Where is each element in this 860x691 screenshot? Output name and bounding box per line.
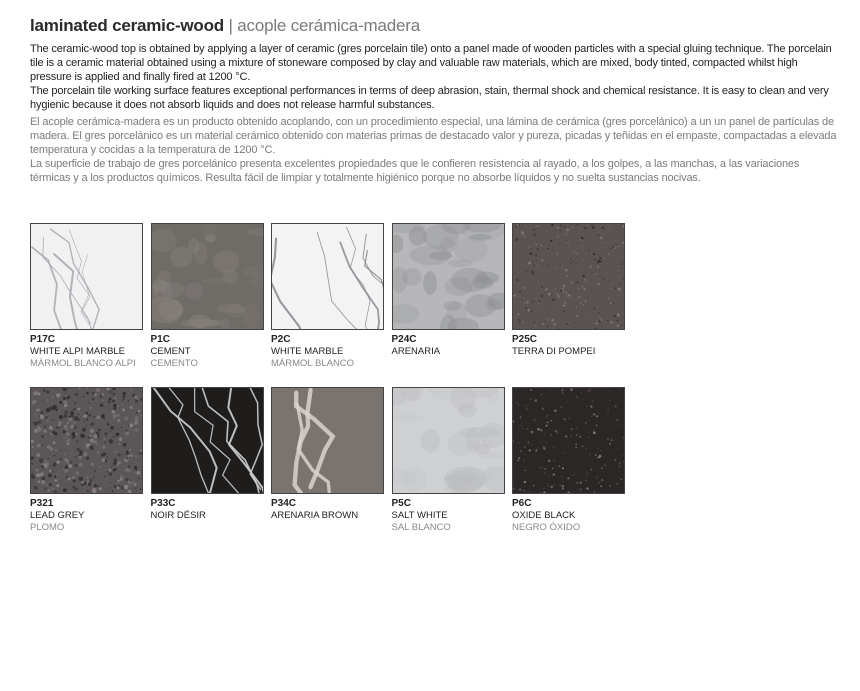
swatch-sample [151,223,264,330]
swatch-card [151,223,264,369]
swatch-card [271,387,384,533]
swatch-sample [271,387,384,494]
page-title [30,16,420,36]
swatch-name-english: SALT WHITE [391,510,448,521]
swatch-texture [272,388,383,493]
swatch-name-english: LEAD GREY [30,510,85,521]
swatch-name-spanish: PLOMO [30,522,65,533]
swatch-code: P24C [391,334,417,345]
description-paragraph: La superficie de trabajo de gres porcelánico presenta excelentes propiedades que le confieren resistencia al rayado, a los golpes, a las manchas, a las variaciones térmicas y a los productos químicos. Resulta fácil de limpiar y totalmente higiénico porque no absorbe líquidos y no suelta sustancias nocivas. [30,158,800,184]
swatch-texture [31,224,142,329]
swatch-name-spanish: NEGRO ÓXIDO [512,522,581,533]
swatch-sample [392,223,505,330]
swatch-texture [393,224,504,329]
title-english: laminated ceramic-wood [30,16,224,35]
swatch-name-spanish: SAL BLANCO [391,522,451,533]
description-english [30,42,842,112]
swatch-texture [513,388,624,493]
swatch-name-english: NOIR DÉSIR [150,510,206,521]
description-paragraph: The porcelain tile working surface features exceptional performances in terms of deep abrasion, stain, thermal shock and chemical resistance. It is easy to clean and very hygienic because it does not absorb liquids and does not release harmful substances. [30,85,829,111]
swatch-name-english: TERRA DI POMPEI [512,346,596,357]
swatch-sample [151,387,264,494]
swatch-sample [271,223,384,330]
swatch-name-spanish: MÁRMOL BLANCO ALPI [30,358,136,369]
swatch-code: P34C [271,498,297,509]
swatch-code: P5C [391,498,411,509]
swatch-card [151,387,264,533]
swatch-sample [392,387,505,494]
swatch-texture [272,224,383,329]
swatch-card [512,223,625,369]
swatch-sample [512,223,625,330]
swatch-texture [152,224,263,329]
swatch-name-english: CEMENT [150,346,191,357]
description-paragraph: The ceramic-wood top is obtained by applying a layer of ceramic (gres porcelain tile) onto a panel made of wooden particles with a special gluing technique. The porcelain tile is a ceramic material obtained using a mixture of stoneware composed by clay and valuable raw materials, which are mixed, body tinted, compacted whilst high pressure is applied and finally fired at 1200 °C. [30,43,832,83]
swatch-code: P25C [512,334,538,345]
swatch-sample [30,223,143,330]
swatch-texture [513,224,624,329]
swatch-name-english: WHITE ALPI MARBLE [30,346,126,357]
swatch-card [30,223,143,369]
swatch-name-english: OXIDE BLACK [512,510,576,521]
swatch-texture [393,388,504,493]
swatch-name-english: ARENARIA BROWN [271,510,359,521]
swatch-grid [30,223,630,533]
swatch-name-spanish: CEMENTO [150,358,198,369]
title-spanish: acople cerámica-madera [237,16,420,35]
swatch-name-english: ARENARIA [391,346,441,357]
swatch-code: P2C [271,334,291,345]
swatch-card [392,387,505,533]
swatch-code: P17C [30,334,56,345]
swatch-texture [152,388,263,493]
swatch-card [30,387,143,533]
swatch-code: P1C [150,334,170,345]
swatch-card [512,387,625,533]
swatch-code: P33C [150,498,176,509]
swatch-name-spanish: MÁRMOL BLANCO [271,358,355,369]
swatch-card [392,223,505,369]
title-separator: | [228,16,233,35]
swatch-name-english: WHITE MARBLE [271,346,344,357]
swatch-code: P6C [512,498,532,509]
description-spanish [30,115,842,185]
swatch-texture [31,388,142,493]
description-paragraph: El acople cerámica-madera es un producto obtenido acoplando, con un procedimiento especial, una lámina de cerámica (gres porcelánico) a un un panel de partículas de madera. El gres porcelánico es un material cerámico obtenido con materias primas de destacado valor y pureza, picadas y teñidas en el empaste, compactadas a elevada temperatura y cocidas a la temperatura de 1200 °C. [30,116,837,156]
swatch-code: P321 [30,498,54,509]
swatch-card [271,223,384,369]
swatch-sample [512,387,625,494]
swatch-sample [30,387,143,494]
